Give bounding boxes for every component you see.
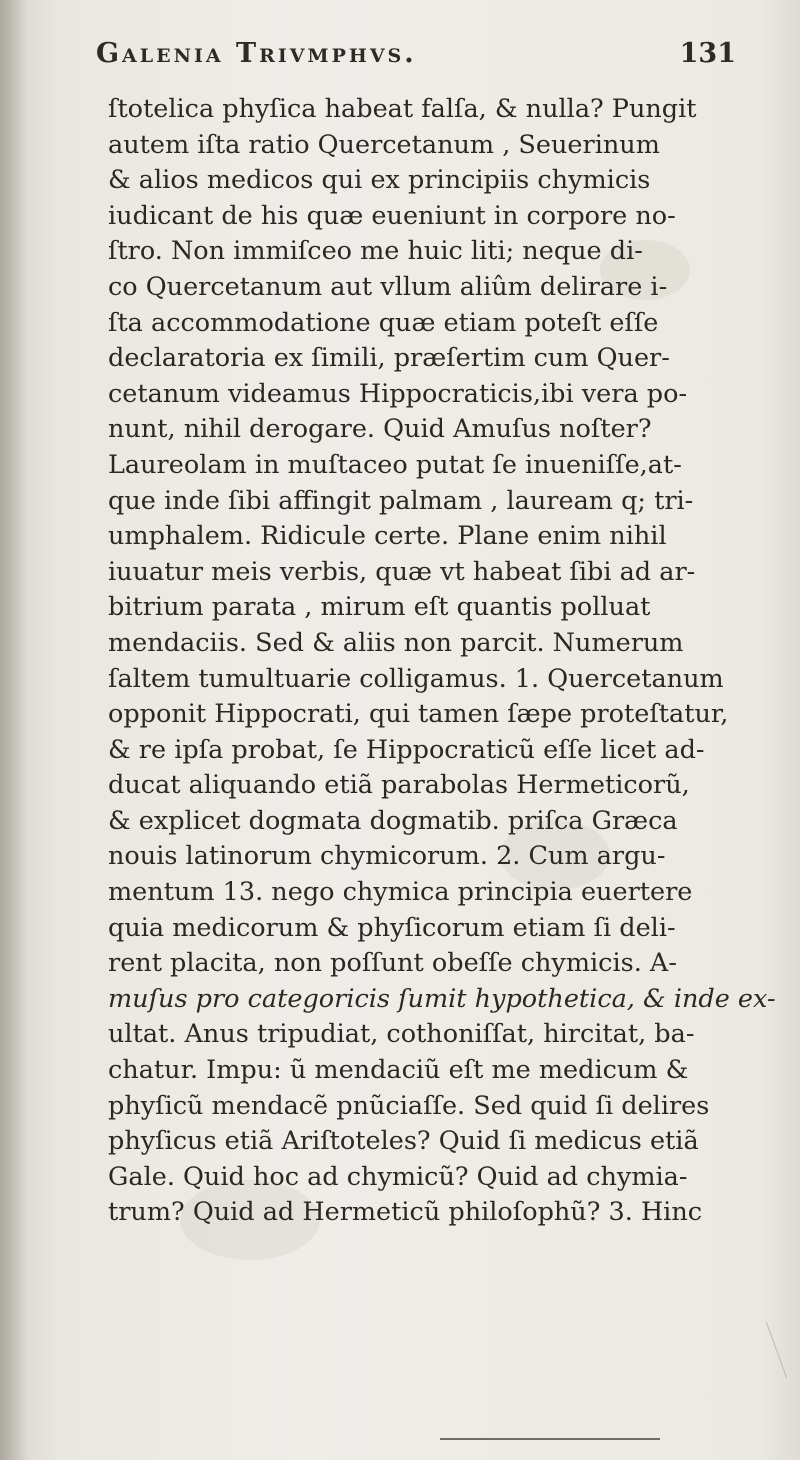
text-line: mendaciis. Sed & aliis non parcit. Numerum <box>108 627 684 658</box>
text-line: ultat. Anus tripudiat, cothoniſſat, hircitat, ba- <box>108 1019 695 1050</box>
text-line: quia medicorum & phyſicorum etiam ſi deli- <box>108 912 676 943</box>
text-line: iudicant de his quæ eueniunt in corpore no- <box>108 200 676 231</box>
text-line: rent placita, non poſſunt obeſſe chymicis. A- <box>108 948 677 979</box>
page-number: 131 <box>679 38 736 69</box>
text-line: bitrium parata , mirum eſt quantis polluat <box>108 592 651 623</box>
text-line: co Quercetanum aut vllum aliûm delirare i- <box>108 271 668 302</box>
text-line: Gale. Quid hoc ad chymicũ? Quid ad chymia- <box>108 1161 688 1192</box>
running-head: Galenia Trivmphvs. <box>96 38 417 69</box>
text-line: nunt, nihil derogare. Quid Amuſus noſter? <box>108 414 652 445</box>
text-line: phyſicũ mendacẽ pnũciaſſe. Sed quid ſi delires <box>108 1090 710 1121</box>
text-line: & explicet dogmata dogmatib. priſca Græca <box>108 805 678 836</box>
body-text <box>108 92 776 1231</box>
text-line: & re ipſa probat, ſe Hippocraticũ eſſe licet ad- <box>108 734 705 765</box>
text-line: nouis latinorum chymicorum. 2. Cum argu- <box>108 841 666 872</box>
text-line: ſtotelica phyſica habeat falſa, & nulla? Pungit <box>108 94 697 124</box>
text-line: ſaltem tumultuarie colligamus. 1. Quercetanum <box>108 663 724 694</box>
text-line: muſus pro categoricis ſumit hypothetica, & inde ex- <box>108 983 776 1014</box>
text-line: opponit Hippocrati, qui tamen ſæpe proteſtatur, <box>108 699 729 730</box>
text-line: phyſicus etiã Ariſtoteles? Quid ſi medicus etiã <box>108 1126 699 1157</box>
text-line: trum? Quid ad Hermeticũ philoſophũ? 3. Hinc <box>108 1197 703 1228</box>
text-line: cetanum videamus Hippocraticis,ibi vera po- <box>108 378 688 409</box>
text-line: declaratoria ex ſimili, præſertim cum Quer- <box>108 343 670 374</box>
text-line: autem iſta ratio Quercetanum , Seuerinum <box>108 129 660 160</box>
text-line: que inde ſibi affingit palmam , lauream q; tri- <box>108 485 694 516</box>
text-line: Laureolam in muſtaceo putat ſe inueniſſe,at- <box>108 449 682 480</box>
text-line: ducat aliquando etiã parabolas Hermeticorũ, <box>108 770 690 801</box>
text-line: iuuatur meis verbis, quæ vt habeat ſibi ad ar- <box>108 556 696 587</box>
text-line: & alios medicos qui ex principiis chymicis <box>108 165 651 196</box>
margin-mark <box>766 1322 787 1379</box>
text-line: mentum 13. nego chymica principia euertere <box>108 877 693 908</box>
text-line: ſta accommodatione quæ etiam poteſt eſſe <box>108 307 659 338</box>
text-line: umphalem. Ridicule certe. Plane enim nihil <box>108 521 667 552</box>
page-gutter-shadow <box>0 0 28 1460</box>
text-line: chatur. Impu: ũ mendaciũ eſt me medicum & <box>108 1055 689 1086</box>
text-line: ſtro. Non immiſceo me huic liti; neque di- <box>108 236 643 267</box>
bottom-rule <box>440 1438 660 1440</box>
